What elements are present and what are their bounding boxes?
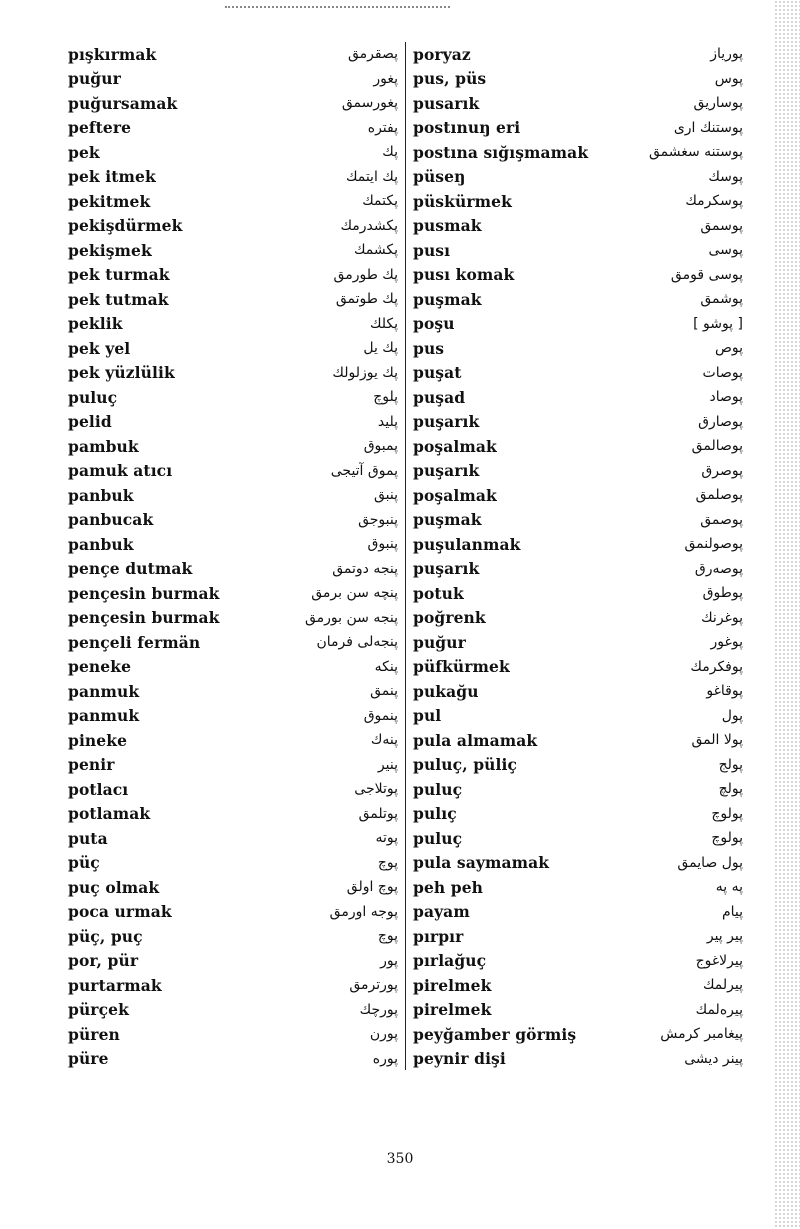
dictionary-entry (413, 508, 743, 533)
entry-arabic: پغور (373, 70, 398, 87)
dictionary-entry (413, 851, 743, 876)
dictionary-entry (413, 630, 743, 655)
column-divider (405, 42, 406, 1070)
entry-arabic: پول صايمق (677, 854, 743, 871)
left-column (68, 42, 398, 1071)
entry-latin: peyğamber görmiş (413, 1024, 577, 1044)
dictionary-entry (68, 434, 398, 459)
entry-latin: panmuk (68, 681, 140, 701)
entry-arabic: پوصالمق (691, 438, 743, 455)
entry-arabic: پموق آتيجى (330, 462, 398, 479)
entry-latin: pula saymamak (413, 853, 550, 873)
dictionary-entry (413, 385, 743, 410)
dictionary-entry (68, 214, 398, 239)
entry-latin: püseŋ (413, 167, 466, 187)
entry-latin: panmuk (68, 706, 140, 726)
entry-latin: puşulanmak (413, 534, 521, 554)
entry-latin: potlamak (68, 804, 151, 824)
entry-latin: peh peh (413, 877, 484, 897)
entry-latin: purtarmak (68, 975, 162, 995)
dictionary-entry (68, 410, 398, 435)
entry-arabic: پغورسمق (341, 95, 398, 112)
dictionary-entry (413, 777, 743, 802)
entry-latin: poşalmak (413, 485, 497, 505)
entry-latin: panbuk (68, 534, 134, 554)
entry-latin: penir (68, 755, 115, 775)
entry-latin: püç, puç (68, 926, 143, 946)
entry-latin: puşat (413, 363, 462, 383)
dictionary-entry (413, 67, 743, 92)
entry-arabic: پكلك (369, 315, 398, 332)
entry-latin: puşarık (413, 559, 480, 579)
entry-arabic: پينر ديشى (684, 1050, 743, 1067)
entry-latin: poca urmak (68, 902, 172, 922)
entry-latin: pamuk atıcı (68, 461, 173, 481)
entry-latin: pusı komak (413, 265, 515, 285)
entry-latin: pambuk (68, 436, 139, 456)
dictionary-entry (68, 312, 398, 337)
entry-arabic: پوغرنك (701, 609, 743, 626)
entry-arabic: پولچ (718, 781, 743, 798)
dictionary-entry (413, 532, 743, 557)
dictionary-entry (68, 826, 398, 851)
entry-arabic: پنبوجق (358, 511, 398, 528)
right-column (413, 42, 743, 1071)
dictionary-entry (413, 753, 743, 778)
dictionary-entry (68, 263, 398, 288)
entry-latin: poşalmak (413, 436, 497, 456)
dictionary-entry (413, 875, 743, 900)
entry-arabic: پورن (369, 1026, 398, 1043)
dictionary-entry (68, 557, 398, 582)
entry-arabic: پوساريق (693, 95, 743, 112)
entry-latin: pek yüzlülik (68, 363, 175, 383)
entry-arabic: پوسك (708, 168, 743, 185)
dictionary-entry (413, 116, 743, 141)
entry-latin: panbucak (68, 510, 154, 530)
entry-latin: pusarık (413, 93, 480, 113)
dictionary-entry (413, 410, 743, 435)
top-scan-mark (225, 0, 450, 8)
entry-arabic: پير پير (706, 928, 743, 945)
dictionary-entry (68, 606, 398, 631)
entry-latin: pusı (413, 240, 451, 260)
entry-arabic: پيغامبر كرمش (660, 1026, 743, 1043)
entry-latin: puluç (68, 387, 118, 407)
entry-arabic: پنجه دوتمق (332, 560, 398, 577)
dictionary-entry (68, 42, 398, 67)
dictionary-entry (68, 459, 398, 484)
entry-arabic: پوستنه سغشمق (648, 144, 743, 161)
entry-latin: pençe dutmak (68, 559, 193, 579)
entry-arabic: پوصەرق (694, 560, 743, 577)
entry-arabic: پنچه سن برمق (311, 585, 398, 602)
entry-latin: pürçek (68, 1000, 129, 1020)
entry-arabic: پصقرمق (347, 46, 398, 63)
entry-arabic: پك يوزلولك (332, 364, 398, 381)
entry-latin: pineke (68, 730, 128, 750)
dictionary-entry (68, 483, 398, 508)
entry-arabic: پكتمك (362, 193, 398, 210)
entry-latin: pençesin burmak (68, 583, 220, 603)
entry-arabic: پوغور (710, 634, 743, 651)
entry-arabic: پك طورمق (333, 266, 398, 283)
dictionary-entry (413, 189, 743, 214)
entry-arabic: پوتلمق (358, 805, 398, 822)
dictionary-entry (68, 753, 398, 778)
entry-arabic: پكشمك (353, 242, 398, 259)
dictionary-entry (68, 91, 398, 116)
dictionary-entry (413, 728, 743, 753)
entry-arabic: پوستنك ارى (673, 119, 743, 136)
dictionary-entry (68, 728, 398, 753)
entry-latin: pulıç (413, 804, 457, 824)
entry-arabic: پيرلمك (702, 977, 743, 994)
entry-arabic: پوفكرمك (690, 658, 743, 675)
dictionary-entry (413, 900, 743, 925)
entry-latin: pelid (68, 412, 112, 432)
entry-latin: puğur (413, 632, 466, 652)
entry-latin: puta (68, 828, 108, 848)
entry-latin: püren (68, 1024, 120, 1044)
entry-arabic: پنير (377, 756, 398, 773)
entry-latin: pek yel (68, 338, 131, 358)
entry-arabic: پوشمق (700, 291, 743, 308)
dictionary-entry (68, 924, 398, 949)
entry-arabic: پوقاغو (706, 683, 743, 700)
entry-arabic: پوجه اورمق (329, 903, 398, 920)
dictionary-entry (68, 655, 398, 680)
dictionary-entry (413, 606, 743, 631)
entry-latin: por, pür (68, 951, 139, 971)
dictionary-entry (413, 361, 743, 386)
entry-arabic: پول (721, 707, 743, 724)
entry-arabic: پولوچ (711, 805, 743, 822)
entry-arabic: پوسكرمك (685, 193, 743, 210)
entry-latin: potuk (413, 583, 464, 603)
dictionary-entry (68, 875, 398, 900)
dictionary-entry (413, 581, 743, 606)
entry-arabic: پلوچ (373, 389, 398, 406)
dictionary-entry (68, 165, 398, 190)
dictionary-entry (413, 1022, 743, 1047)
entry-arabic: پوره (372, 1050, 398, 1067)
entry-arabic: پنمق (370, 683, 398, 700)
entry-arabic: پليد (377, 413, 398, 430)
dictionary-entry (413, 238, 743, 263)
dictionary-entry (413, 704, 743, 729)
entry-latin: puğursamak (68, 93, 178, 113)
entry-latin: pekişdürmek (68, 216, 183, 236)
entry-latin: puşarık (413, 412, 480, 432)
dictionary-entry (68, 189, 398, 214)
page-number: 350 (386, 1151, 414, 1167)
dictionary-entry (413, 655, 743, 680)
entry-latin: pus (413, 338, 445, 358)
dictionary-entry (68, 67, 398, 92)
dictionary-entry (68, 704, 398, 729)
entry-latin: puluç (413, 779, 463, 799)
dictionary-entry (413, 287, 743, 312)
entry-arabic: پنجه سن بورمق (304, 609, 398, 626)
dictionary-entry (68, 287, 398, 312)
dictionary-entry (413, 140, 743, 165)
entry-latin: pek tutmak (68, 289, 169, 309)
entry-latin: pekişmek (68, 240, 152, 260)
dictionary-entry (68, 508, 398, 533)
entry-latin: pışkırmak (68, 44, 157, 64)
entry-latin: pek (68, 142, 100, 162)
entry-arabic: پوصمق (700, 511, 743, 528)
entry-arabic: پور (380, 952, 398, 969)
entry-arabic: پيره‌لمك (695, 1001, 743, 1018)
dictionary-entry (413, 434, 743, 459)
dictionary-entry (68, 581, 398, 606)
dictionary-entry (68, 802, 398, 827)
entry-arabic: پك ايتمك (345, 168, 398, 185)
entry-arabic: پوته (375, 830, 398, 847)
dictionary-entry (413, 826, 743, 851)
entry-arabic: پوص (714, 340, 743, 357)
entry-latin: pek turmak (68, 265, 170, 285)
entry-latin: puşarık (413, 461, 480, 481)
entry-arabic: پوصاد (709, 389, 743, 406)
dictionary-entry (68, 777, 398, 802)
entry-arabic: پنكه (374, 658, 398, 675)
entry-arabic: پمبوق (363, 438, 398, 455)
dictionary-entry (413, 483, 743, 508)
entry-latin: pirelmek (413, 1000, 492, 1020)
entry-arabic: پوچ (377, 854, 398, 871)
entry-latin: pırlağuç (413, 951, 487, 971)
dictionary-entry (68, 851, 398, 876)
entry-arabic: پوسى (708, 242, 743, 259)
dictionary-entry (413, 557, 743, 582)
entry-latin: postınuŋ eri (413, 118, 521, 138)
entry-latin: puğur (68, 69, 121, 89)
entry-arabic: پوتلاجى (354, 781, 398, 798)
entry-latin: püre (68, 1049, 109, 1069)
dictionary-entry (68, 238, 398, 263)
entry-arabic: پوطوق (702, 585, 743, 602)
entry-arabic: پورياز (710, 46, 743, 63)
entry-latin: puşmak (413, 289, 482, 309)
dictionary-entry (68, 336, 398, 361)
entry-arabic: پك (382, 144, 398, 161)
entry-arabic: پوصلمق (695, 487, 743, 504)
dictionary-entry (413, 802, 743, 827)
entry-arabic: پك يل (363, 340, 398, 357)
entry-arabic: پوسمق (700, 217, 743, 234)
entry-latin: poğrenk (413, 608, 486, 628)
dictionary-entry (68, 630, 398, 655)
dictionary-entry (68, 679, 398, 704)
entry-arabic: پورترمق (349, 977, 398, 994)
entry-latin: pukağu (413, 681, 479, 701)
dictionary-entry (68, 361, 398, 386)
entry-latin: pula almamak (413, 730, 538, 750)
dictionary-entry (413, 42, 743, 67)
dictionary-entry (413, 1047, 743, 1072)
dictionary-entry (413, 973, 743, 998)
dictionary-entry (413, 263, 743, 288)
entry-latin: pus, püs (413, 69, 487, 89)
entry-arabic: پك طوتمق (335, 291, 398, 308)
entry-arabic: پوصارق (698, 413, 743, 430)
entry-latin: puşad (413, 387, 466, 407)
dictionary-entry (68, 1047, 398, 1072)
entry-latin: püfkürmek (413, 657, 510, 677)
entry-arabic: پنموق (363, 707, 398, 724)
entry-arabic: پوچ اولق (346, 879, 398, 896)
dictionary-entry (68, 532, 398, 557)
entry-arabic: پوصرق (701, 462, 743, 479)
entry-arabic: پوصات (702, 364, 743, 381)
entry-latin: pirelmek (413, 975, 492, 995)
entry-latin: payam (413, 902, 470, 922)
entry-arabic: پولوچ (711, 830, 743, 847)
dictionary-entry (68, 385, 398, 410)
entry-latin: peneke (68, 657, 132, 677)
entry-latin: püskürmek (413, 191, 512, 211)
dictionary-entry (413, 91, 743, 116)
entry-arabic: پورچك (359, 1001, 398, 1018)
dictionary-entry (68, 949, 398, 974)
entry-latin: püç (68, 853, 100, 873)
dictionary-entry (413, 312, 743, 337)
entry-arabic: [ پوشو ] (693, 315, 743, 332)
entry-arabic: پكشدرمك (340, 217, 398, 234)
dictionary-entry (68, 1022, 398, 1047)
entry-latin: poryaz (413, 44, 471, 64)
dictionary-entry (413, 165, 743, 190)
dictionary-entry (413, 949, 743, 974)
dictionary-entry (68, 116, 398, 141)
dictionary-entry (68, 998, 398, 1023)
dictionary-entry (413, 679, 743, 704)
dictionary-entry (413, 214, 743, 239)
dictionary-entry (413, 336, 743, 361)
entry-latin: potlacı (68, 779, 129, 799)
entry-latin: postına sığışmamak (413, 142, 589, 162)
entry-latin: puşmak (413, 510, 482, 530)
entry-latin: peynir dişi (413, 1049, 506, 1069)
scan-edge-noise (774, 0, 800, 1229)
entry-latin: pek itmek (68, 167, 156, 187)
entry-arabic: پولج (718, 756, 743, 773)
entry-arabic: پوصولنمق (684, 536, 743, 553)
entry-arabic: په په (715, 879, 743, 896)
entry-latin: pırpır (413, 926, 464, 946)
entry-arabic: پنبق (373, 487, 398, 504)
entry-arabic: پولا المق (691, 732, 743, 749)
entry-latin: peklik (68, 314, 123, 334)
entry-arabic: پنه‌ك (370, 732, 398, 749)
entry-arabic: پوچ (377, 928, 398, 945)
entry-latin: puluç (413, 828, 463, 848)
entry-arabic: پوس (714, 70, 743, 87)
entry-arabic: پنجه‌لى فرمان (316, 634, 398, 651)
dictionary-entry (68, 900, 398, 925)
entry-arabic: پفتره (367, 119, 398, 136)
entry-arabic: پيام (721, 903, 743, 920)
dictionary-entry (413, 924, 743, 949)
entry-latin: panbuk (68, 485, 134, 505)
dictionary-entry (413, 998, 743, 1023)
entry-latin: puluç, püliç (413, 755, 518, 775)
dictionary-entry (413, 459, 743, 484)
entry-arabic: پيرلاغوج (695, 952, 743, 969)
dictionary-entry (68, 140, 398, 165)
entry-arabic: پنبوق (367, 536, 398, 553)
entry-latin: pekitmek (68, 191, 151, 211)
entry-latin: pençesin burmak (68, 608, 220, 628)
entry-arabic: پوسى قومق (670, 266, 743, 283)
entry-latin: peftere (68, 118, 132, 138)
entry-latin: puç olmak (68, 877, 160, 897)
entry-latin: poşu (413, 314, 455, 334)
dictionary-entry (68, 973, 398, 998)
entry-latin: pusmak (413, 216, 482, 236)
entry-latin: pul (413, 706, 442, 726)
entry-latin: pençeli fermän (68, 632, 201, 652)
